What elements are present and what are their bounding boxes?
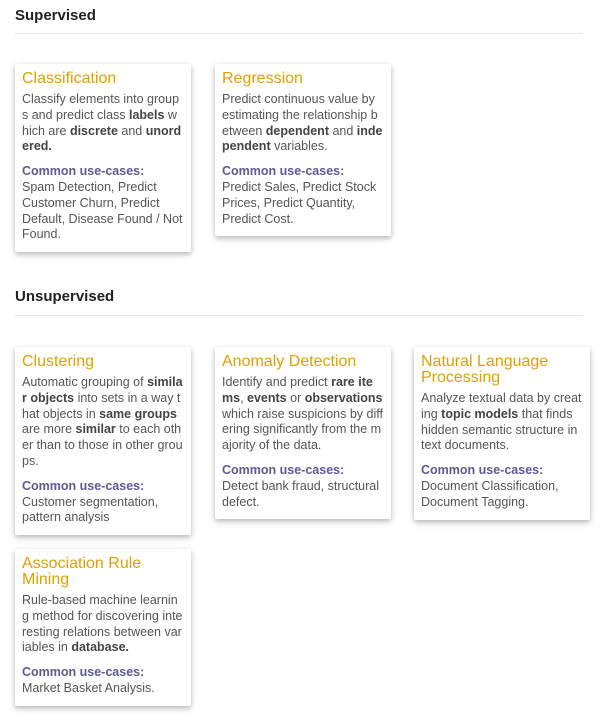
emphasis-text: database.	[71, 640, 130, 655]
description-text: Analyze textual data by creating	[421, 391, 582, 421]
card-anomaly-detection	[215, 347, 391, 519]
card-title: Clustering	[22, 353, 95, 370]
description-text: and	[328, 123, 357, 138]
card-title: Natural Language Processing	[421, 353, 549, 386]
card-description	[22, 375, 183, 470]
card-classification	[15, 64, 191, 252]
description-text: that finds hidden semantic structure in text documents.	[421, 406, 578, 453]
description-text: or	[286, 390, 305, 405]
emphasis-text: similar	[75, 422, 116, 437]
emphasis-text: rare items	[222, 375, 373, 405]
emphasis-text: dependent	[265, 123, 329, 138]
emphasis-text: independent	[222, 123, 383, 154]
description-text: Rule-based machine learning method for discovering interesting relations between variables in	[22, 593, 183, 655]
description-text: ,	[240, 390, 248, 405]
card-title: Anomaly Detection	[222, 353, 357, 370]
section-title-supervised: Supervised	[15, 7, 96, 24]
divider-unsupervised	[15, 315, 583, 316]
emphasis-text: discrete	[69, 123, 118, 138]
card-description	[222, 375, 383, 454]
usecases-label: Common use-cases:	[222, 164, 345, 179]
description-text: to each other than to those in other groups.	[22, 422, 183, 468]
divider-supervised	[15, 33, 583, 34]
usecases-text: Spam Detection, Predict Customer Churn, Predict Default, Disease Found / Not Found.	[22, 179, 183, 242]
emphasis-text: same groups	[99, 406, 177, 421]
description-text: Identify and predict	[222, 375, 332, 389]
card-natural-language-processing	[414, 347, 590, 520]
usecases-text: Market Basket Analysis.	[22, 680, 155, 695]
usecases-text: Customer segmentation, pattern analysis	[22, 494, 159, 525]
card-title: Classification	[22, 70, 117, 87]
usecases-text: Predict Sales, Predict Stock Prices, Predict Quantity, Predict Cost.	[222, 179, 377, 226]
emphasis-text: events	[247, 390, 287, 405]
description-text: Automatic grouping of	[22, 375, 148, 389]
usecases-text: Document Classification, Document Tagging.	[421, 478, 559, 509]
section-title-unsupervised: Unsupervised	[15, 288, 115, 305]
card-description	[421, 391, 582, 454]
usecases-text: Detect bank fraud, structural defect.	[222, 478, 380, 509]
card-association-rule-mining	[15, 549, 191, 706]
description-text: which raise suspicions by differing significantly from the majority of the data.	[222, 406, 383, 453]
card-description	[222, 92, 383, 155]
description-text: into sets in a way that objects in	[22, 390, 181, 421]
description-text: Predict continuous value by estimating the relationship between	[222, 92, 378, 138]
usecases-label: Common use-cases:	[22, 478, 145, 493]
card-title: Regression	[222, 70, 303, 87]
card-description	[22, 593, 183, 656]
emphasis-text: observations	[304, 390, 383, 405]
card-regression	[215, 64, 391, 236]
usecases-label: Common use-cases:	[22, 665, 145, 680]
card-description	[22, 92, 183, 155]
description-text: variables.	[270, 139, 328, 154]
usecases-label: Common use-cases:	[421, 463, 544, 478]
emphasis-text: topic models	[441, 406, 519, 421]
description-text: which are	[22, 107, 177, 138]
emphasis-text: unordered.	[22, 123, 182, 154]
description-text: and	[117, 123, 146, 138]
description-text: Classify elements into groups and predict class	[22, 92, 180, 122]
usecases-label: Common use-cases:	[22, 164, 145, 179]
emphasis-text: labels	[129, 107, 165, 122]
emphasis-text: similar objects	[22, 375, 183, 405]
card-title: Association Rule Mining	[22, 555, 142, 588]
description-text: are more	[22, 422, 76, 437]
usecases-label: Common use-cases:	[222, 462, 345, 477]
card-clustering	[15, 347, 191, 535]
